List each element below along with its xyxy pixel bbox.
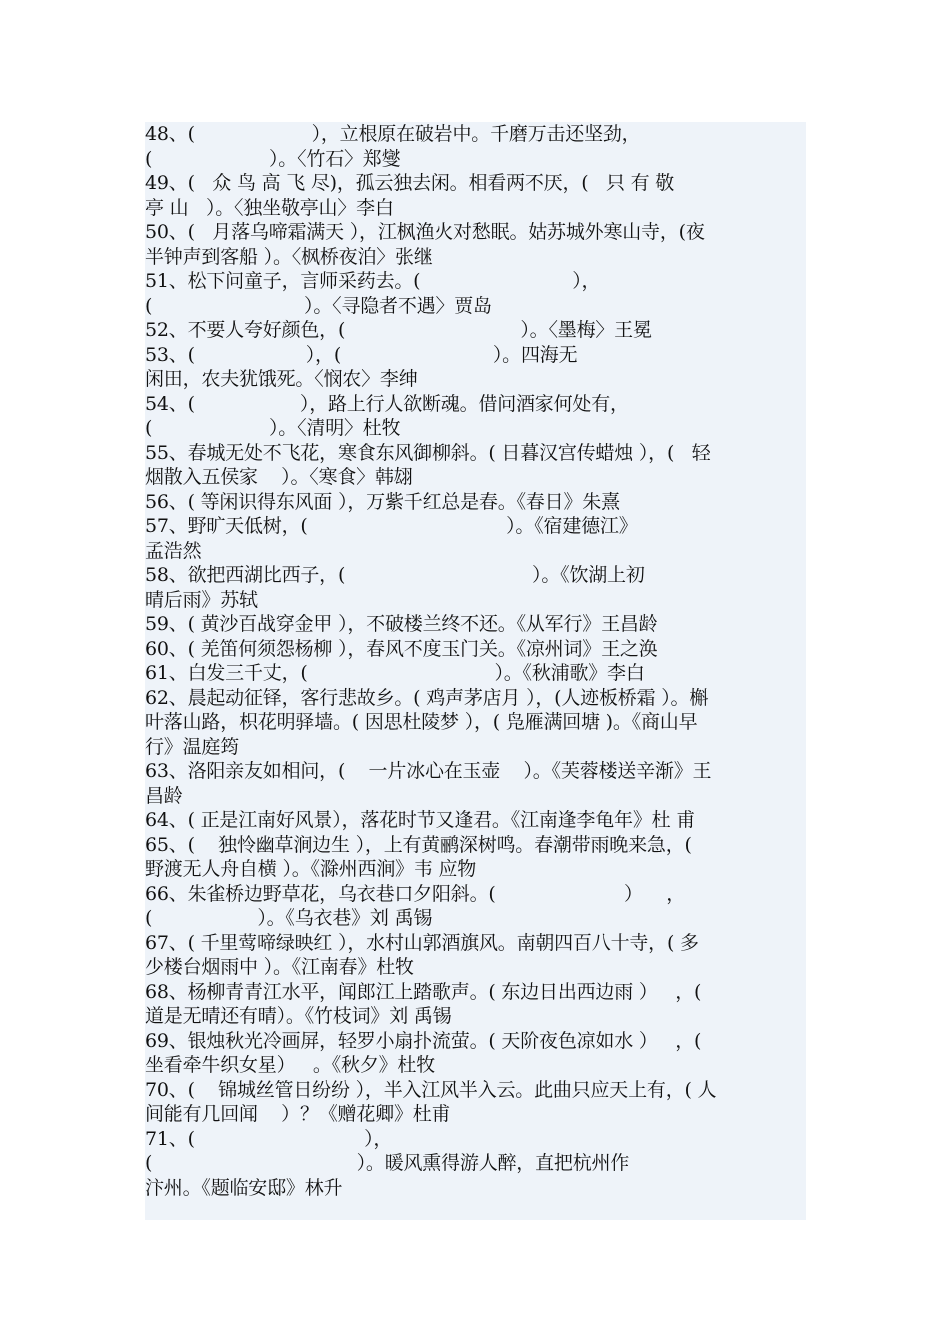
text-line: 昌龄 [145,784,183,807]
text-line: 62、晨起动征铎，客行悲故乡。( 鸡声茅店月 ），(人迹板桥霜 ）。槲 [145,686,709,709]
text-line: 60、( 羌笛何须怨杨柳 ），春风不度玉门关。《凉州词》王之涣 [145,637,658,660]
text-line: 48、( ），立根原在破岩中。千磨万击还坚劲， [145,123,641,145]
text-line: 烟散入五侯家 ）。〈寒食〉韩翃 [145,466,413,488]
text-line: 叶落山路，枳花明驿墙。( 因思杜陵梦 ），( 凫雁满回塘 )。《商山早 [145,711,698,733]
text-line: 67、( 千里莺啼绿映红 ），水村山郭酒旗风。南朝四百八十寺，( 多 [145,931,699,954]
text-line: 68、杨柳青青江水平，闻郎江上踏歌声。( 东边日出西边雨 ） ，( [145,980,702,1003]
document-page [145,122,806,1220]
text-line: 58、欲把西湖比西子，( ）。《饮湖上初 [145,564,645,586]
text-line: 64、( 正是江南好风景），落花时节又逢君。《江南逢李龟年》杜 甫 [145,809,696,831]
text-line: 行》温庭筠 [145,735,240,758]
text-line: 少楼台烟雨中 ）。《江南春》杜牧 [145,956,414,978]
text-line: 65、( 独怜幽草涧边生 ），上有黄鹂深树鸣。春潮带雨晚来急，( [145,833,692,856]
text-line: 59、( 黄沙百战穿金甲 ），不破楼兰终不还。《从军行》王昌龄 [145,613,658,635]
text-line: 69、银烛秋光冷画屏，轻罗小扇扑流萤。( 天阶夜色凉如水 ） ，( [145,1029,702,1052]
text-line: 50、( 月落乌啼霜满天 ），江枫渔火对愁眠。姑苏城外寒山寺，(夜 [145,221,705,243]
text-line: 54、( ），路上行人欲断魂。借问酒家何处有， [145,392,629,415]
text-line: 51、松下问童子，言师采药去。( ）， [145,270,601,292]
text-line: ( ）。《乌衣巷》刘 禹锡 [145,907,433,929]
text-line: 63、洛阳亲友如相问，( 一片冰心在玉壶 ）。《芙蓉楼送辛渐》王 [145,760,712,782]
text-line: 道是无晴还有晴）。《竹枝词》刘 禹锡 [145,1005,452,1027]
text-line: 半钟声到客船 ）。〈枫桥夜泊〉张继 [145,245,433,268]
text-line: 49、( 众 鸟 高 飞 尽)，孤云独去闲。相看两不厌，( 只 有 敬 [145,172,675,194]
text-line: 晴后雨》苏轼 [145,588,258,611]
text-line: ( ）。〈寻隐者不遇〉贾岛 [145,294,492,317]
text-line: 53、( ），( ）。四海无 [145,343,578,366]
text-line: 坐看牵牛织女星） 。《秋夕》杜牧 [145,1054,436,1076]
text-line: ( ）。暖风熏得游人醉，直把杭州作 [145,1152,630,1174]
text-line: 汴州。《题临安邸》林升 [145,1176,343,1199]
text-line: 孟浩然 [145,539,202,562]
text-line: 52、不要人夸好颜色，( ）。〈墨梅〉王冕 [145,319,652,341]
text-line: 70、( 锦城丝管日纷纷 ），半入江风半入云。此曲只应天上有，( 人 [145,1078,717,1101]
text-line: ( ）。〈竹石〉郑燮 [145,147,401,170]
text-line: 55、春城无处不飞花，寒食东风御柳斜。( 日暮汉宫传蜡烛 ），( 轻 [145,441,711,464]
text-line: 66、朱雀桥边野草花，乌衣巷口夕阳斜。( ） ， [145,882,686,905]
text-line: 61、白发三千丈，( ）。《秋浦歌》李白 [145,662,645,684]
text-line: 间能有几回闻 ）？《赠花卿》杜甫 [145,1103,451,1125]
text-line: ( ）。〈清明〉杜牧 [145,417,401,439]
text-line: 56、( 等闲识得东风面 ），万紫千红总是春。《春日》朱熹 [145,490,620,513]
text-line: 57、野旷天低树，( ）。《宿建德江》 [145,515,638,537]
text-line: 闲田，农夫犹饿死。〈悯农〉李绅 [145,368,418,390]
text-line: 71、( ）， [145,1127,393,1150]
text-line: 亭 山 ）。〈独坐敬亭山〉李白 [145,196,394,219]
text-line: 野渡无人舟自横 ）。《滁州西涧》韦 应物 [145,858,477,880]
